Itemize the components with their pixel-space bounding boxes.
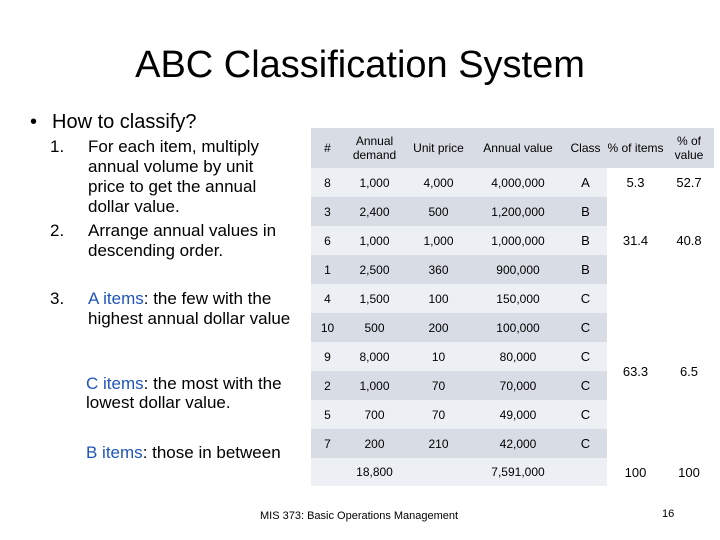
table-cell: 70 xyxy=(405,371,472,400)
step-number: 1. xyxy=(50,137,65,156)
a-items-label: A items xyxy=(88,289,144,308)
table-cell: 1,000 xyxy=(344,168,405,197)
table-cell: 4,000 xyxy=(405,168,472,197)
b-items-desc: : those in between xyxy=(142,443,281,462)
pct-items-b: 31.4 xyxy=(607,197,664,284)
table-cell: 100 xyxy=(405,284,472,313)
b-items-text xyxy=(86,441,286,464)
table-cell: 200 xyxy=(405,313,472,342)
table-cell: 6 xyxy=(311,226,344,255)
table-cell: 1,000 xyxy=(405,226,472,255)
table-cell: 4,000,000 xyxy=(472,168,564,197)
table-cell: 1 xyxy=(311,255,344,284)
table-cell: B xyxy=(564,255,607,284)
table-cell: 1,000 xyxy=(344,226,405,255)
step-text: For each item, multiply annual volume by unit price to get the annual dollar value. xyxy=(88,137,259,216)
header-cell: Unit price xyxy=(405,128,472,168)
table-cell xyxy=(405,458,472,486)
table-cell: B xyxy=(564,197,607,226)
table-cell: 2 xyxy=(311,371,344,400)
total-demand: 18,800 xyxy=(344,458,405,486)
table-cell: C xyxy=(564,429,607,458)
step-2 xyxy=(50,221,300,263)
step-1 xyxy=(50,137,300,219)
table-cell: 700 xyxy=(344,400,405,429)
table-cell: A xyxy=(564,168,607,197)
table-cell: 100,000 xyxy=(472,313,564,342)
step-text: Arrange annual values in descending order. xyxy=(88,221,277,260)
table-cell: C xyxy=(564,284,607,313)
table-cell: 500 xyxy=(405,197,472,226)
pct-value-a: 52.7 xyxy=(664,168,714,197)
pct-value-b: 40.8 xyxy=(664,197,714,284)
table-row xyxy=(311,168,714,197)
table-cell xyxy=(564,458,607,486)
table-cell: 8,000 xyxy=(344,342,405,371)
total-pct-items: 100 xyxy=(607,458,664,486)
table-cell: 10 xyxy=(405,342,472,371)
header-cell: Class xyxy=(564,128,607,168)
table-cell: 1,200,000 xyxy=(472,197,564,226)
footer-text: MIS 373: Basic Operations Management xyxy=(260,510,459,522)
bullet-heading xyxy=(30,111,197,134)
table-cell: 8 xyxy=(311,168,344,197)
bullet-text: How to classify? xyxy=(52,111,197,133)
table-header-row xyxy=(311,128,714,168)
table-cell: 210 xyxy=(405,429,472,458)
table-cell: 900,000 xyxy=(472,255,564,284)
table-cell: C xyxy=(564,371,607,400)
table-cell: 70 xyxy=(405,400,472,429)
c-items-label: C items xyxy=(86,374,144,393)
table-cell xyxy=(311,458,344,486)
c-items-desc: : the most with the lowest dollar value. xyxy=(86,374,282,412)
a-items-desc: : the few with the highest annual dollar value xyxy=(88,289,291,328)
table-cell: C xyxy=(564,400,607,429)
pct-value-c: 6.5 xyxy=(664,284,714,458)
table-cell: 1,500 xyxy=(344,284,405,313)
header-cell: % of value xyxy=(664,128,714,168)
total-pct-value: 100 xyxy=(664,458,714,486)
page-number: 16 xyxy=(662,508,675,520)
header-cell: # xyxy=(311,128,344,168)
pct-items-a: 5.3 xyxy=(607,168,664,197)
table-cell: 360 xyxy=(405,255,472,284)
table-row xyxy=(311,284,714,313)
pct-items-c: 63.3 xyxy=(607,284,664,458)
table-cell: 1,000 xyxy=(344,371,405,400)
table-cell: 70,000 xyxy=(472,371,564,400)
table-cell: 80,000 xyxy=(472,342,564,371)
table-cell: B xyxy=(564,226,607,255)
table-cell: 500 xyxy=(344,313,405,342)
total-value: 7,591,000 xyxy=(472,458,564,486)
header-cell: Annual demand xyxy=(344,128,405,168)
step-number: 2. xyxy=(50,221,65,240)
header-cell: % of items xyxy=(607,128,664,168)
header-cell: Annual value xyxy=(472,128,564,168)
table-cell: 200 xyxy=(344,429,405,458)
slide-title: ABC Classification System xyxy=(135,44,585,86)
table-cell: 7 xyxy=(311,429,344,458)
table-cell: 10 xyxy=(311,313,344,342)
table-cell: 42,000 xyxy=(472,429,564,458)
table-cell: 5 xyxy=(311,400,344,429)
bullet-dot-icon: • xyxy=(30,111,38,133)
table-cell: C xyxy=(564,342,607,371)
table-cell: C xyxy=(564,313,607,342)
step-3 xyxy=(50,289,300,349)
table-cell: 9 xyxy=(311,342,344,371)
table-cell: 1,000,000 xyxy=(472,226,564,255)
table-total-row xyxy=(311,458,714,486)
table-row xyxy=(311,197,714,226)
table-cell: 150,000 xyxy=(472,284,564,313)
abc-table xyxy=(311,128,714,486)
table-cell: 2,400 xyxy=(344,197,405,226)
b-items-label: B items xyxy=(86,443,143,462)
table-cell: 2,500 xyxy=(344,255,405,284)
table-cell: 4 xyxy=(311,284,344,313)
step-text xyxy=(88,289,300,329)
table-cell: 3 xyxy=(311,197,344,226)
step-number: 3. xyxy=(50,289,65,308)
c-items-text xyxy=(86,374,286,412)
table-cell: 49,000 xyxy=(472,400,564,429)
